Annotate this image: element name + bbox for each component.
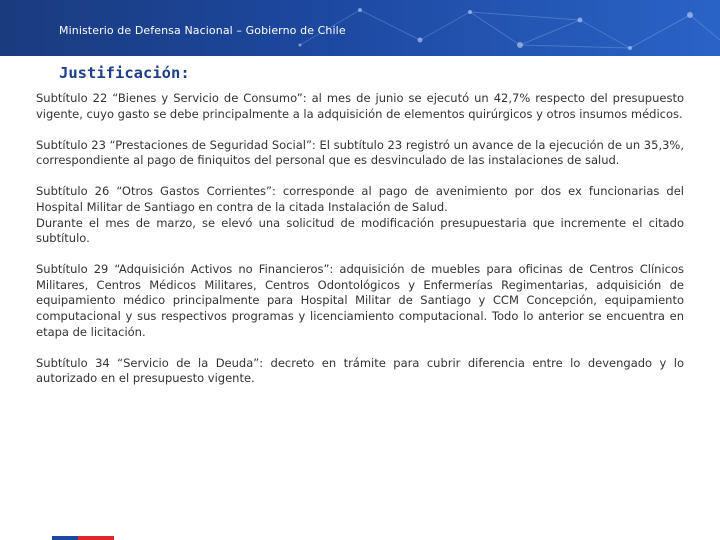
paragraph-line: Subtítulo 22 “Bienes y Servicio de Consumo”: al mes de junio se ejecutó un 42,7% respecto del presupuesto vigente, cuyo gasto se debe principalmente a la adquisición de elementos quirúrgicos y otros insumos médicos.	[36, 91, 684, 121]
paragraph-line: Subtítulo 29 “Adquisición Activos no Financieros”: adquisición de muebles para oficinas de Centros Clínicos Militares, Centros Médicos Militares, Centros Odontológicos y Enfermerías Regimentarias, adquisición de equipamiento médico principalmente para Hospital Militar de Santiago y CCM Concepción, equipamiento computacional y sus respectivos programas y licenciamiento computacional. Todo lo anterior se encuentra en etapa de licitación.	[36, 262, 684, 339]
flag-stripe-blue	[52, 536, 78, 540]
paragraph-subtitulo-23	[36, 138, 684, 169]
paragraph-subtitulo-34	[36, 356, 684, 387]
paragraph-line: Subtítulo 34 “Servicio de la Deuda”: decreto en trámite para cubrir diferencia entre lo devengado y lo autorizado en el presupuesto vigente.	[36, 355, 684, 386]
paragraph-subtitulo-22	[36, 91, 684, 122]
paragraph-subtitulo-29	[36, 262, 684, 340]
flag-stripe-red	[78, 536, 114, 540]
paragraph-subtitulo-26	[36, 184, 684, 246]
flag-stripe	[52, 536, 114, 540]
page-title: Justificación:	[59, 64, 190, 82]
paragraph-line: Durante el mes de marzo, se elevó una solicitud de modificación presupuestaria que incremente el citado subtítulo.	[36, 215, 684, 246]
paragraph-line: Subtítulo 26 “Otros Gastos Corrientes”: corresponde al pago de avenimiento por dos ex funcionarias del Hospital Militar de Santiago en contra de la citada Instalación de Salud.	[36, 184, 684, 214]
header-text: Ministerio de Defensa Nacional – Gobierno de Chile	[59, 24, 346, 37]
header-banner	[0, 0, 720, 56]
content-body	[36, 91, 684, 402]
paragraph-line: Subtítulo 23 “Prestaciones de Seguridad Social”: El subtítulo 23 registró un avance de la ejecución de un 35,3%, correspondiente al pago de finiquitos del personal que es desvinculado de las instalaciones de salud.	[36, 137, 684, 168]
